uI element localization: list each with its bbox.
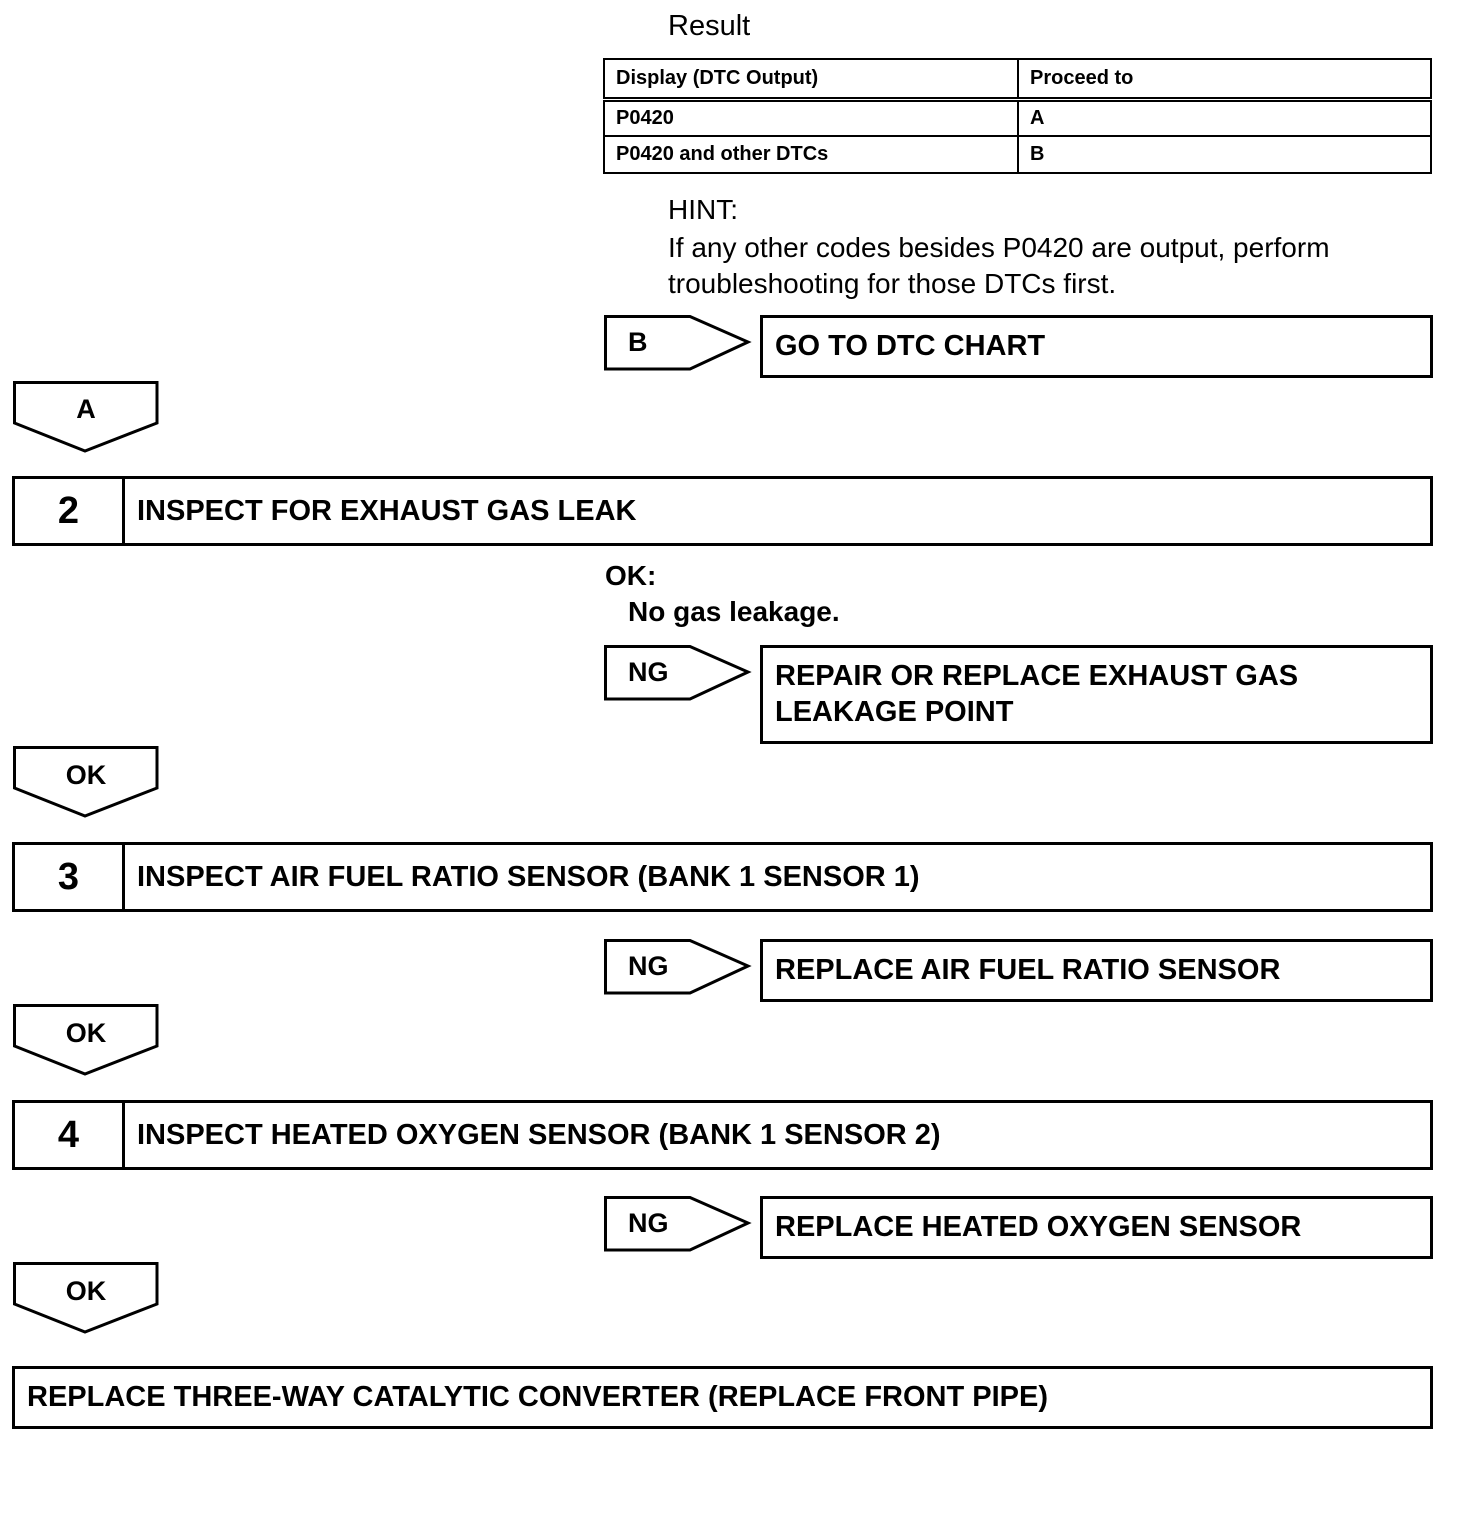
repair-exhaust-leak-box [760,645,1433,744]
go-to-dtc-chart-box [760,315,1433,378]
step-2-title: INSPECT FOR EXHAUST GAS LEAK [137,494,637,527]
step-4-number: 4 [15,1103,125,1167]
replace-af-sensor-text: REPLACE AIR FUEL RATIO SENSOR [775,954,1281,986]
down-arrow-ok-step-4-label: OK [65,1276,107,1306]
down-arrow-ok-step-3-label: OK [65,1018,107,1048]
step-3-title: INSPECT AIR FUEL RATIO SENSOR (BANK 1 SENSOR 1) [137,860,920,893]
replace-af-sensor-box [760,939,1433,1002]
table-header-cell: Display (DTC Output) [604,59,1018,99]
ng-arrow-step-2 [604,645,752,703]
table-row [604,136,1431,173]
ok-criteria-label: OK: [605,560,657,591]
down-arrow-a-label: A [76,394,96,424]
table-cell: B [1018,136,1431,173]
table-cell: P0420 [604,99,1018,136]
final-action-box [12,1366,1433,1429]
table-cell: A [1018,99,1431,136]
ng-tag-step-4: NG [628,1208,669,1238]
step-3-box [12,842,1433,912]
ng-tag-step-3: NG [628,951,669,981]
go-to-dtc-chart-text: GO TO DTC CHART [775,330,1046,362]
hint-label: HINT: [668,194,738,225]
table-row [604,99,1431,136]
branch-tag-b: B [628,327,648,357]
ng-arrow-step-3 [604,939,752,997]
replace-o2-sensor-text: REPLACE HEATED OXYGEN SENSOR [775,1211,1302,1243]
step-4-box [12,1100,1433,1170]
ng-arrow-step-4 [604,1196,752,1254]
step-4-title: INSPECT HEATED OXYGEN SENSOR (BANK 1 SENSOR 2) [137,1118,941,1151]
hint-text: If any other codes besides P0420 are output, perform troubleshooting for those DTCs first. [668,232,1330,299]
table-header-cell: Proceed to [1018,59,1431,99]
repair-exhaust-leak-line1: REPAIR OR REPLACE EXHAUST GAS [775,660,1299,692]
result-table [603,58,1432,174]
table-header-row [604,59,1431,99]
step-3-number: 3 [15,845,125,909]
result-title: Result [668,10,751,42]
ng-tag-step-2: NG [628,657,669,687]
final-action-text: REPLACE THREE-WAY CATALYTIC CONVERTER (REPLACE FRONT PIPE) [27,1381,1048,1413]
step-2-box [12,476,1433,546]
table-cell: P0420 and other DTCs [604,136,1018,173]
ok-criteria-text: No gas leakage. [628,596,840,627]
step-2-number: 2 [15,479,125,543]
down-arrow-ok-step-2-label: OK [65,760,107,790]
replace-o2-sensor-box [760,1196,1433,1259]
repair-exhaust-leak-line2: LEAKAGE POINT [775,696,1014,728]
branch-arrow-b [604,315,752,373]
